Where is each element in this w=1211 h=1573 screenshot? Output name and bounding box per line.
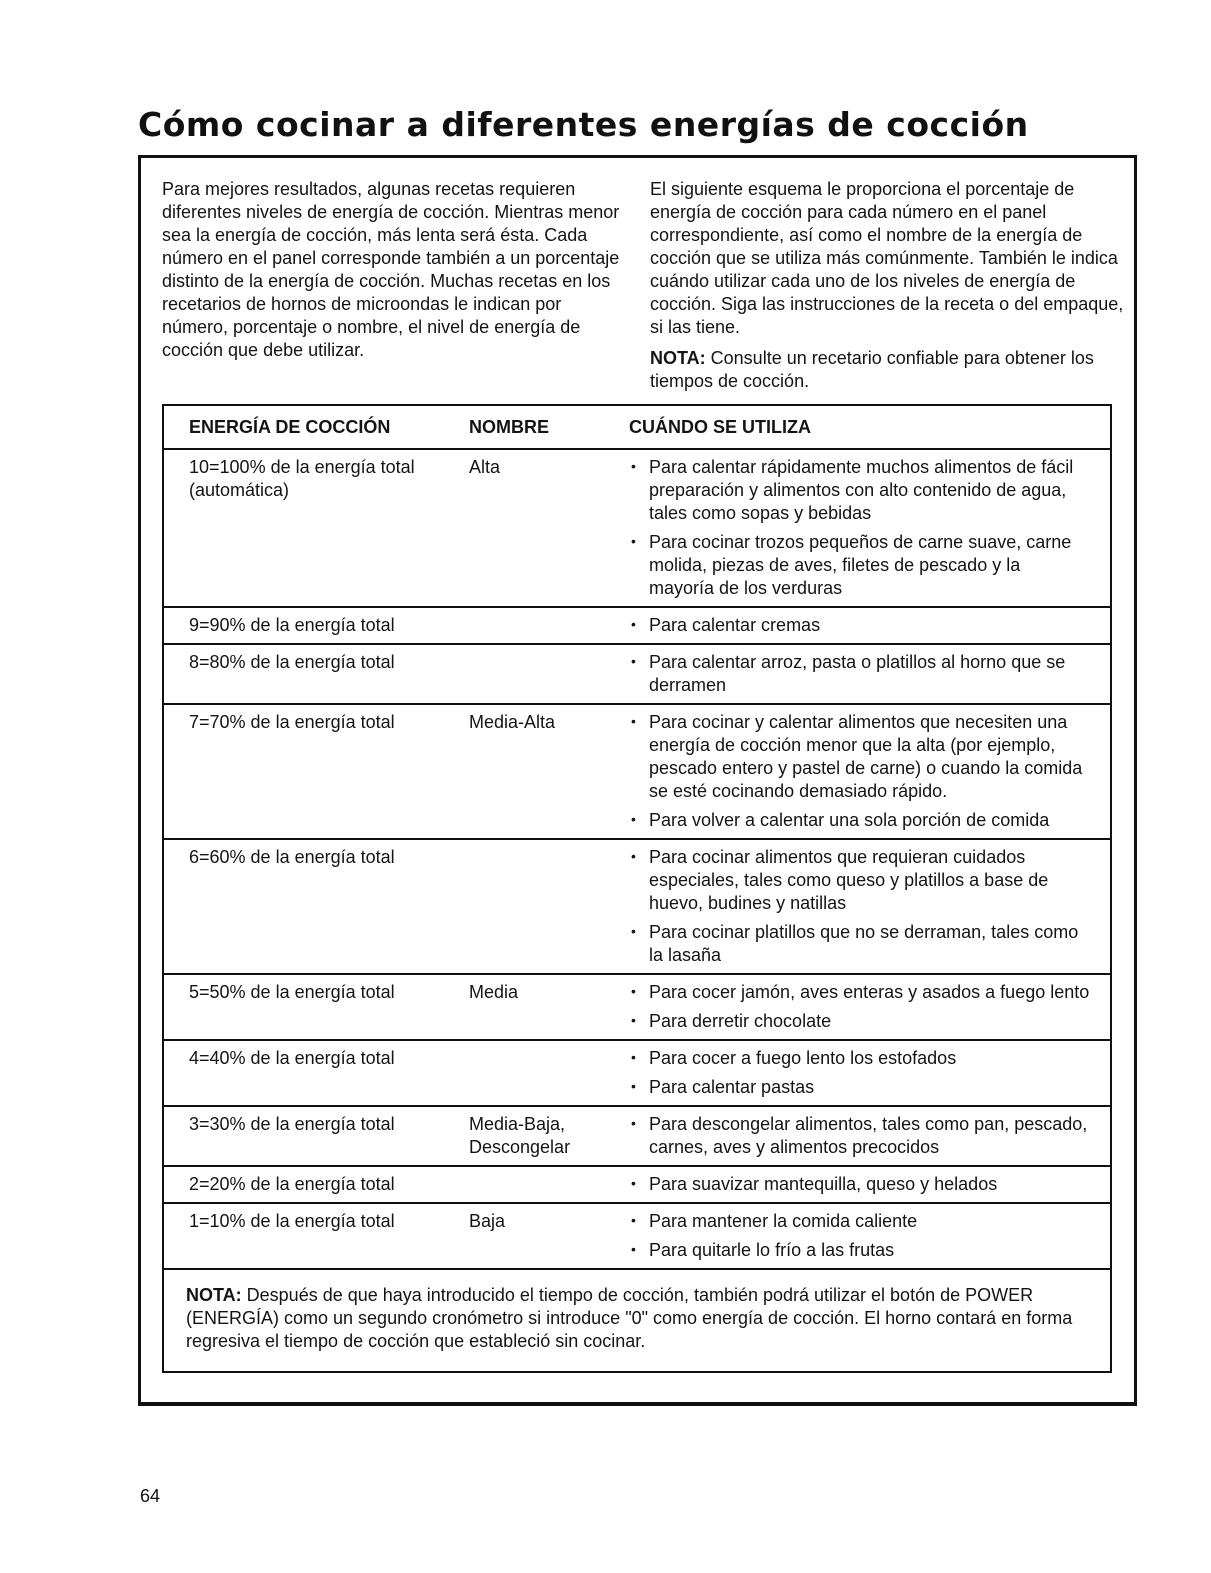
- name-cell: Alta: [469, 457, 501, 477]
- name-cell: [469, 614, 629, 637]
- table-note: [164, 1268, 1110, 1371]
- table-body: [164, 450, 1110, 1268]
- table-row: [164, 975, 1110, 1041]
- energy-cell: 5=50% de la energía total: [189, 982, 395, 1002]
- use-item: • Para cocinar alimentos que requieran cuidados especiales, tales como queso y platillos a base de huevo, budines y natillas: [629, 846, 1090, 915]
- name-cell: Media-Alta: [469, 712, 556, 732]
- use-item: • Para cocinar platillos que no se derraman, tales como la lasaña: [629, 921, 1090, 967]
- intro-left-text: Para mejores resultados, algunas recetas requieren diferentes niveles de energía de cocción. Mientras menor sea la energía de cocción, más lenta será ésta. Cada número en el panel corresponde también a un porcentaje distinto de la energía de cocción. Muchas recetas en los recetarios de hornos de microondas le indican por número, porcentaje o nombre, el nivel de energía de cocción que debe utilizar.: [162, 179, 620, 360]
- uses-cell: [629, 981, 1110, 1033]
- intro-note-text: Consulte un recetario confiable para obtener los tiempos de cocción.: [650, 348, 1094, 391]
- table-note-label: NOTA:: [186, 1285, 242, 1305]
- table-row: [164, 645, 1110, 705]
- energy-cell: 7=70% de la energía total: [189, 712, 395, 732]
- uses-cell: [629, 1210, 1110, 1262]
- use-item: • Para calentar pastas: [629, 1076, 1090, 1099]
- header-uses: CUÁNDO SE UTILIZA: [629, 416, 811, 437]
- header-name: NOMBRE: [469, 416, 549, 437]
- header-energy: ENERGÍA DE COCCIÓN: [189, 416, 391, 437]
- use-item: • Para quitarle lo frío a las frutas: [629, 1239, 1090, 1262]
- intro-note-label: NOTA:: [650, 348, 706, 368]
- table-row: [164, 1167, 1110, 1204]
- uses-cell: [629, 846, 1110, 967]
- energy-cell: 6=60% de la energía total: [189, 847, 395, 867]
- energy-cell: 2=20% de la energía total: [189, 1174, 395, 1194]
- use-item: • Para cocinar trozos pequeños de carne suave, carne molida, piezas de aves, filetes de pescado y la mayoría de los verduras: [629, 531, 1090, 600]
- intro-right-column: [650, 178, 1125, 393]
- energy-cell: 3=30% de la energía total: [189, 1114, 395, 1134]
- name-cell: [469, 651, 629, 697]
- name-cell: [469, 1173, 629, 1196]
- use-item: • Para descongelar alimentos, tales como pan, pescado, carnes, aves y alimentos precocidos: [629, 1113, 1090, 1159]
- table-row: [164, 1041, 1110, 1107]
- use-item: • Para mantener la comida caliente: [629, 1210, 1090, 1233]
- uses-cell: [629, 456, 1110, 600]
- page-title: Cómo cocinar a diferentes energías de cocción: [138, 105, 1029, 144]
- table-row: [164, 840, 1110, 975]
- table-row: [164, 450, 1110, 608]
- energy-cell: 1=10% de la energía total: [189, 1211, 395, 1231]
- page-number: 64: [140, 1486, 161, 1506]
- uses-cell: [629, 1173, 1110, 1196]
- power-level-table: [162, 404, 1112, 1373]
- energy-cell: 4=40% de la energía total: [189, 1048, 395, 1068]
- use-item: • Para suavizar mantequilla, queso y helados: [629, 1173, 1090, 1196]
- name-cell: Media-Baja, Descongelar: [469, 1114, 571, 1157]
- table-row: [164, 1107, 1110, 1167]
- energy-cell: 9=90% de la energía total: [189, 615, 395, 635]
- name-cell: [469, 846, 629, 967]
- uses-cell: [629, 614, 1110, 637]
- energy-cell: 10=100% de la energía total (automática): [189, 457, 415, 500]
- uses-cell: [629, 711, 1110, 832]
- intro-right-text: El siguiente esquema le proporciona el porcentaje de energía de cocción para cada número en el panel correspondiente, así como el nombre de la energía de cocción que se utiliza más comúnmente. También le indica cuándo utilizar cada uno de los niveles de energía de cocción. Siga las instrucciones de la receta o del empaque, si las tiene.: [650, 179, 1124, 337]
- energy-cell: 8=80% de la energía total: [189, 652, 395, 672]
- table-row: [164, 1204, 1110, 1268]
- uses-cell: [629, 1113, 1110, 1159]
- name-cell: [469, 1047, 629, 1099]
- use-item: • Para calentar rápidamente muchos alimentos de fácil preparación y alimentos con alto contenido de agua, tales como sopas y bebidas: [629, 456, 1090, 525]
- use-item: • Para cocer a fuego lento los estofados: [629, 1047, 1090, 1070]
- table-note-text: Después de que haya introducido el tiempo de cocción, también podrá utilizar el botón de POWER (ENERGÍA) como un segundo cronómetro si introduce "0" como energía de cocción. El horno contará en forma regresiva el tiempo de cocción que estableció sin cocinar.: [186, 1285, 1073, 1351]
- use-item: • Para cocinar y calentar alimentos que necesiten una energía de cocción menor que la alta (por ejemplo, pescado entero y pastel de carne) o cuando la comida se esté cocinando demasiado rápido.: [629, 711, 1090, 803]
- use-item: • Para calentar cremas: [629, 614, 1090, 637]
- uses-cell: [629, 651, 1110, 697]
- table-header: [164, 406, 1110, 450]
- uses-cell: [629, 1047, 1110, 1099]
- name-cell: Baja: [469, 1211, 506, 1231]
- use-item: • Para derretir chocolate: [629, 1010, 1090, 1033]
- use-item: • Para calentar arroz, pasta o platillos al horno que se derramen: [629, 651, 1090, 697]
- name-cell: Media: [469, 982, 519, 1002]
- use-item: • Para volver a calentar una sola porción de comida: [629, 809, 1090, 832]
- table-row: [164, 705, 1110, 840]
- intro-left-column: [162, 178, 622, 362]
- use-item: • Para cocer jamón, aves enteras y asados a fuego lento: [629, 981, 1090, 1004]
- table-row: [164, 608, 1110, 645]
- intro-note: [650, 347, 1125, 393]
